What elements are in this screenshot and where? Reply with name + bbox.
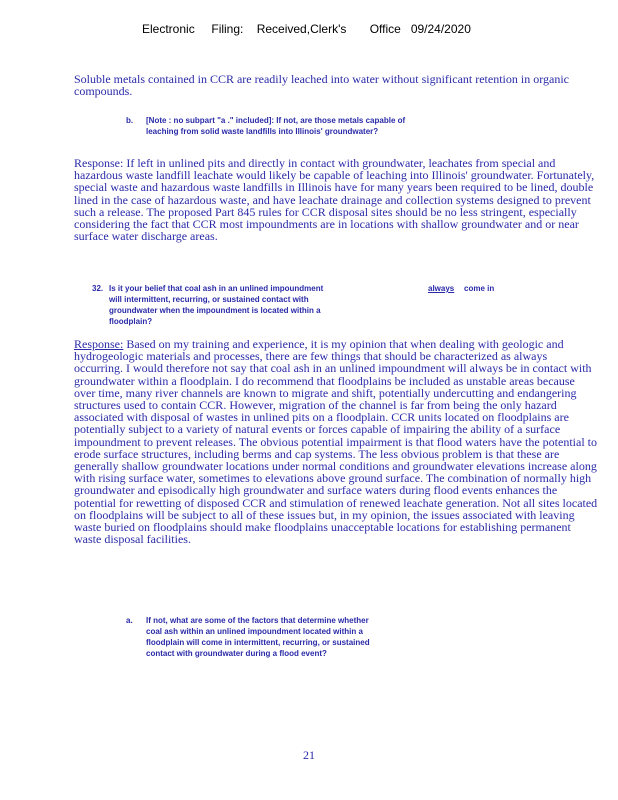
response-2 — [74, 338, 598, 545]
filing-header: Electronic Filing: Received,Clerk's Office 09/24/2020 — [142, 22, 471, 36]
metals-paragraph — [74, 73, 594, 97]
response-2-label: Response: — [74, 337, 124, 351]
question-b-text: [Note : no subpart "a ." included]: If not, are those metals capable of leaching from solid waste landfills into Illinois' groundwater? — [146, 116, 406, 136]
question-32-text: Is it your belief that coal ash in an unlined impoundment will intermittent, recurring, or sustained contact with groundwater when the impoundment is located within a floodplain? — [109, 284, 324, 326]
question-32 — [92, 283, 512, 326]
question-a-label: a. — [126, 616, 133, 625]
page-number: 21 — [303, 748, 315, 762]
response-1-label: Response: — [74, 156, 124, 170]
question-32-number: 32. — [92, 284, 104, 293]
response-2-text: Based on my training and experience, it is my opinion that when dealing with geologic and hydrogeologic materials and processes, there are few things that should be characterized as always occurring. I would therefore not say that coal ash in an unlined impoundment will always be in contact with groundwater within a floodplain. I do recommend that floodplains be included as unstable areas because over time, many river channels are known to migrate and shift, potentially undercutting and endangering structures used to contain CCR. However, migration of the channel is far from being the only hazard associated with disposal of wastes in unlined pits on a floodplain. CCR units located on floodplains are potentially subject to a variety of natural events or forces capable of impairing the ability of a surface impoundment to prevent releases. The obvious potential impairment is that flood waters have the potential to erode surface structures, including berms and cap systems. The less obvious problem is that these are generally shallow groundwater locations under normal conditions and groundwater elevations increase along with rising surface water, sometimes to elevations above ground surface. The combination of normally high groundwater and episodically high groundwater and surface waters during flood events enhances the potential for rewetting of disposed CCR and stimulation of renewed leachate generation. Not all sites located on floodplains will be subject to all of these issues but, in my opinion, the issues associated with leaving waste buried on floodplains should make floodplains unacceptable locations for establishing permanent waste disposal facilities. — [74, 337, 598, 547]
question-b-label: b. — [126, 116, 134, 125]
question-32-tail: come in — [464, 284, 495, 293]
response-1 — [74, 157, 598, 242]
question-32-answer: always — [428, 284, 455, 293]
question-a-text: If not, what are some of the factors that determine whether coal ash within an unlined impoundment located within a floodplain will come in intermittent, recurring, or sustained contact with groundwater during a flood event? — [146, 616, 370, 658]
metals-text: Soluble metals contained in CCR are readily leached into water without significant retention in organic compounds. — [74, 72, 569, 99]
response-1-text: If left in unlined pits and directly in contact with groundwater, leachates from special and hazardous waste landfill leachate would likely be capable of leaching into Illinois' groundwater. Fortunately, special waste and hazardous waste landfills in Illinois have for many years been required to be lined, double lined in the case of hazardous waste, and have leachate drainage and collection systems designed to prevent such a release. The proposed Part 845 rules for CCR disposal sites should be no less stringent, especially considering the fact that CCR most impoundments are in locations with shallow groundwater and or near surface water discharge areas. — [74, 156, 595, 244]
